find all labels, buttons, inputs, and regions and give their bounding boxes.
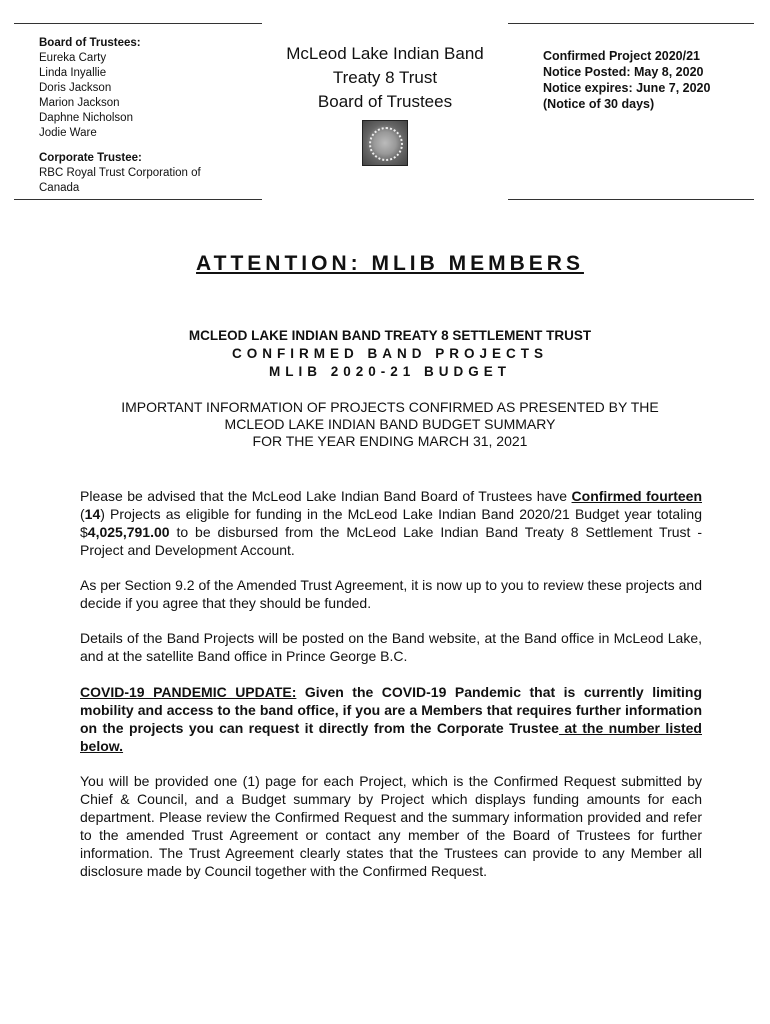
heading-line: CONFIRMED BAND PROJECTS [231,346,548,361]
organization-title [270,42,500,166]
text-run: to be disbursed from the McLeod Lake Indian Band Treaty 8 Settlement Trust -Project and Development Account. [80,524,702,558]
text-run: at the number listed below. [80,720,702,754]
subheading-line: MCLEOD LAKE INDIAN BAND BUDGET SUMMARY [224,416,556,432]
document-heading [0,327,770,381]
header-top-rule-left [14,23,262,24]
subheading-line: IMPORTANT INFORMATION OF PROJECTS CONFIRMED AS PRESENTED BY THE [121,399,659,415]
paragraph-details: Details of the Band Projects will be posted on the Band website, at the Band office in McLeod Lake, and at the satellite Band office in Prince George B.C. [80,630,702,664]
emphasis-text: 14 [84,506,101,522]
trustee-name: Daphne Nicholson [39,112,133,124]
text-run: Given the COVID-19 Pandemic that is currently limiting mobility and access to the band office, if you are a Members that requires further information on the projects you can request it directly from the Corporate Trustee [80,684,702,736]
header-top-rule-right [508,23,754,24]
trustee-name: Eureka Carty [39,52,107,64]
corporate-trustee-name: Canada [39,182,80,194]
document-subheading [60,399,720,450]
paragraph-confirmed-projects [80,487,702,559]
paragraph-section-9-2: As per Section 9.2 of the Amended Trust Agreement, it is now up to you to review these projects and decide if you agree that they should be funded. [80,577,702,611]
notice-line: Confirmed Project 2020/21 [543,49,701,63]
paragraph-project-pages: You will be provided one (1) page for each Project, which is the Confirmed Request submitted by Chief & Council, and a Budget summary by Project which displays funding amounts for each department. Please review the Confirmed Request and the summary information provided and refer to the amended Trust Agreement or contact any member of the Board of Trustees for further information. The Trust Agreement clearly states that the Trustees can provide to any Member all disclosure made by Council together with the Confirmed Request. [80,773,702,879]
trustee-name: Marion Jackson [39,97,120,109]
notice-line: Notice Posted: May 8, 2020 [543,65,704,79]
paragraph-covid-update [80,683,702,755]
emphasis-text: Confirmed fourteen [571,488,702,504]
text-run: Please be advised that the McLeod Lake Indian Band Board of Trustees have [80,488,572,504]
trustees-block [39,36,254,196]
attention-text: ATTENTION: MLIB MEMBERS [196,252,584,275]
text-run: ) Projects as eligible for funding in the McLeod Lake Indian Band 2020/21 Budget year totaling $ [80,506,702,540]
organization-line: McLeod Lake Indian Band [286,44,484,63]
trustee-name: Jodie Ware [39,127,97,139]
attention-heading [0,252,770,276]
amount-text: 4,025,791.00 [87,524,170,540]
organization-line: Board of Trustees [317,92,453,111]
trustees-label: Board of Trustees: [39,37,141,49]
notice-block [543,48,763,112]
organization-line: Treaty 8 Trust [332,68,438,87]
heading-line: MCLEOD LAKE INDIAN BAND TREATY 8 SETTLEMENT TRUST [188,328,592,343]
corporate-trustee-name: RBC Royal Trust Corporation of [39,167,201,179]
notice-line: (Notice of 30 days) [543,97,655,111]
covid-update-label: COVID-19 PANDEMIC UPDATE: [80,684,297,700]
subheading-line: FOR THE YEAR ENDING MARCH 31, 2021 [252,433,528,449]
corporate-trustee-label: Corporate Trustee: [39,152,142,164]
header-bottom-rule-right [508,199,754,200]
notice-line: Notice expires: June 7, 2020 [543,81,711,95]
text-run: ( [80,506,85,522]
trustee-name: Linda Inyallie [39,67,107,79]
header-bottom-rule-left [14,199,262,200]
heading-line: MLIB 2020-21 BUDGET [268,364,512,379]
trustee-name: Doris Jackson [39,82,112,94]
seal-logo [362,120,408,166]
